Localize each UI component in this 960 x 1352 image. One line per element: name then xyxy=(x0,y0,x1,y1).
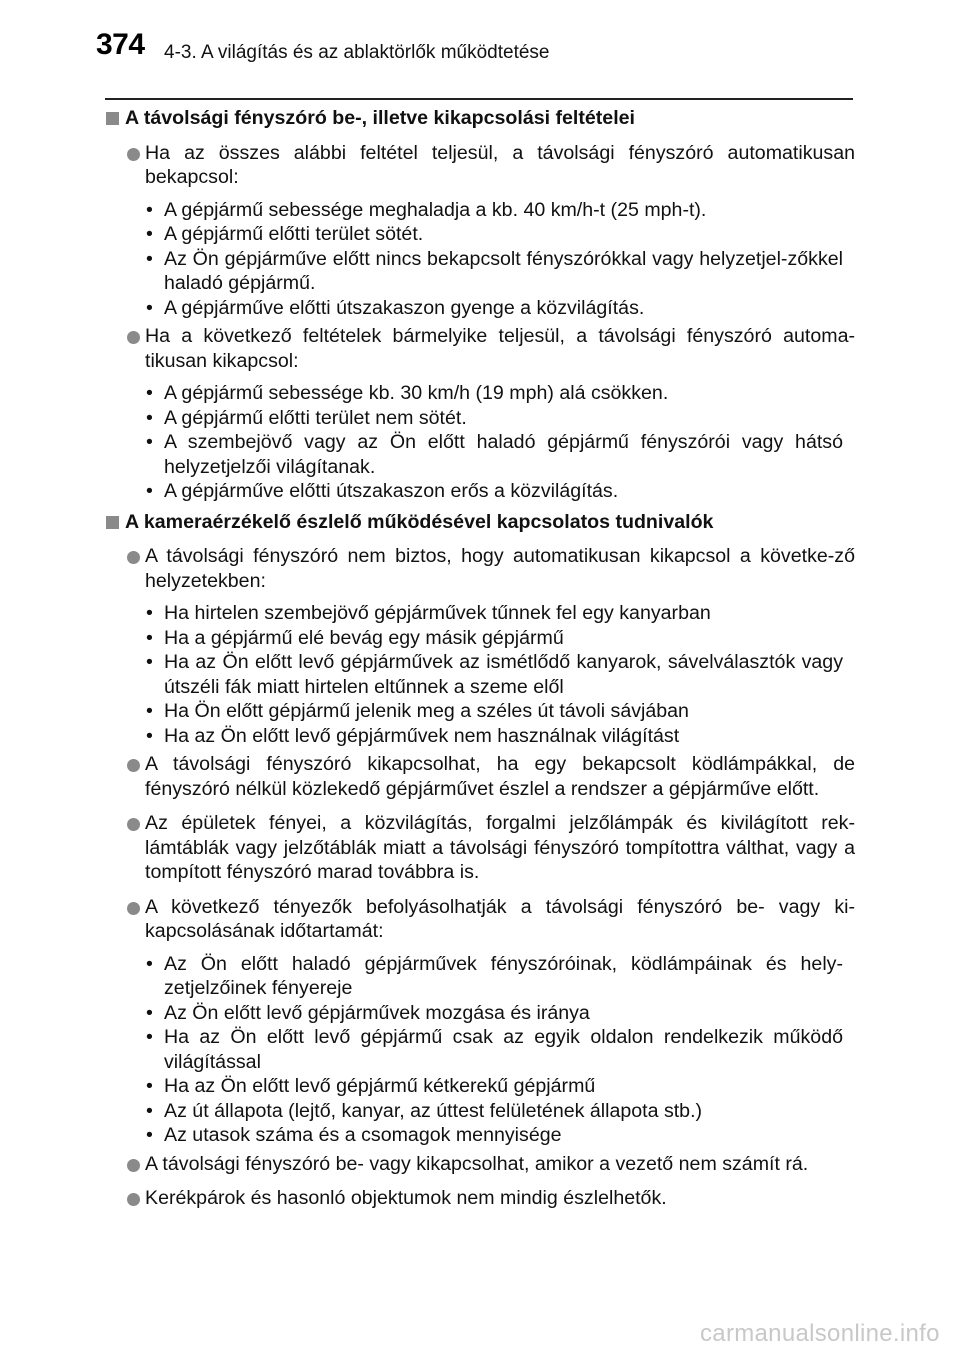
paragraph xyxy=(105,811,855,885)
page-header xyxy=(0,0,960,80)
paragraph-text: Ha a következő feltételek bármelyike teljesül, a távolsági fényszóró automa-tikusan kikapcsol: xyxy=(145,325,855,372)
circle-bullet-icon xyxy=(127,902,140,915)
circle-bullet-icon xyxy=(127,331,140,344)
section-heading-text: A kameraérzékelő észlelő működésével kapcsolatos tudnivalók xyxy=(125,510,714,533)
paragraph xyxy=(105,544,855,593)
watermark: carmanualsonline.info xyxy=(700,1320,940,1347)
section-heading-text: A távolsági fényszóró be-, illetve kikapcsolási feltételei xyxy=(125,107,635,129)
paragraph xyxy=(105,324,855,373)
list-item: • Ha az Ön előtt levő gépjármű kétkerekű gépjármű xyxy=(105,1074,855,1099)
circle-bullet-icon xyxy=(127,1159,140,1172)
sub-list xyxy=(105,198,855,321)
header-rule xyxy=(105,98,853,100)
list-item: • A gépjármű előtti terület sötét. xyxy=(105,222,855,247)
list-item: • Az Ön gépjárműve előtt nincs bekapcsolt fényszórókkal vagy helyzetjel-zőkkel haladó gépjármű. xyxy=(105,247,855,296)
sub-list xyxy=(105,952,855,1148)
list-item: • Ha a gépjármű elé bevág egy másik gépjármű xyxy=(105,626,855,651)
circle-bullet-icon xyxy=(127,818,140,831)
paragraph-text: A távolsági fényszóró nem biztos, hogy automatikusan kikapcsol a követke-ző helyzetekben: xyxy=(145,545,855,592)
paragraph xyxy=(105,1152,855,1177)
paragraph-text: Kerékpárok és hasonló objektumok nem mindig észlelhetők. xyxy=(145,1187,667,1209)
list-item: • Ha az Ön előtt levő gépjármű csak az egyik oldalon rendelkezik működő világítással xyxy=(105,1025,855,1074)
paragraph xyxy=(105,1186,855,1211)
list-item: • Ha hirtelen szembejövő gépjárművek tűnnek fel egy kanyarban xyxy=(105,601,855,626)
section-heading xyxy=(105,510,855,535)
paragraph xyxy=(105,141,855,190)
paragraph-text: A következő tényezők befolyásolhatják a távolsági fényszóró be- vagy ki-kapcsolásának időtartamát: xyxy=(145,895,855,942)
list-item: • A gépjármű előtti terület nem sötét. xyxy=(105,406,855,431)
paragraph-text: A távolsági fényszóró be- vagy kikapcsolhat, amikor a vezető nem számít rá. xyxy=(145,1152,809,1175)
sub-list xyxy=(105,381,855,504)
circle-bullet-icon xyxy=(127,759,140,772)
chapter-title: 4-3. A világítás és az ablaktörlők működtetése xyxy=(164,42,550,63)
paragraph-text: Ha az összes alábbi feltétel teljesül, a távolsági fényszóró automatikusan bekapcsol: xyxy=(145,141,855,188)
section-heading xyxy=(105,106,855,131)
paragraph-text: Az épületek fényei, a közvilágítás, forgalmi jelzőlámpák és kivilágított rek-lámtáblák vagy jelzőtáblák miatt a távolsági fényszóró tompítottra válthat, vagy a tompított fényszóró marad továbbra is. xyxy=(145,812,855,883)
list-item: • A gépjármű sebessége meghaladja a kb. 40 km/h-t (25 mph-t). xyxy=(105,198,855,223)
square-bullet-icon xyxy=(106,112,119,125)
paragraph-text: A távolsági fényszóró kikapcsolhat, ha egy bekapcsolt ködlámpákkal, de fényszóró nélkül közlekedő gépjárművet észlel a rendszer a gépjárműve előtt. xyxy=(145,753,855,800)
list-item: • Ha az Ön előtt levő gépjárművek nem használnak világítást xyxy=(105,724,855,749)
paragraph xyxy=(105,895,855,944)
list-item: • Ha Ön előtt gépjármű jelenik meg a széles út távoli sávjában xyxy=(105,699,855,724)
list-item: • Az utasok száma és a csomagok mennyisége xyxy=(105,1123,855,1148)
square-bullet-icon xyxy=(106,516,119,529)
sub-list xyxy=(105,601,855,748)
circle-bullet-icon xyxy=(127,1193,140,1206)
list-item: • Az út állapota (lejtő, kanyar, az úttest felületének állapota stb.) xyxy=(105,1099,855,1124)
list-item: • A gépjárműve előtti útszakaszon erős a közvilágítás. xyxy=(105,479,855,504)
circle-bullet-icon xyxy=(127,551,140,564)
list-item: • A gépjárműve előtti útszakaszon gyenge a közvilágítás. xyxy=(105,296,855,321)
list-item: • A szembejövő vagy az Ön előtt haladó gépjármű fényszórói vagy hátsó helyzetjelzői világítanak. xyxy=(105,430,855,479)
page-content xyxy=(105,106,855,1211)
circle-bullet-icon xyxy=(127,148,140,161)
paragraph xyxy=(105,752,855,801)
page-number: 374 xyxy=(96,28,145,61)
list-item: • Ha az Ön előtt levő gépjárművek az ismétlődő kanyarok, sávelválasztók vagy útszéli fák miatt hirtelen eltűnnek a szeme elől xyxy=(105,650,855,699)
list-item: • A gépjármű sebessége kb. 30 km/h (19 mph) alá csökken. xyxy=(105,381,855,406)
list-item: • Az Ön előtt haladó gépjárművek fényszóróinak, ködlámpáinak és hely-zetjelzőinek fényereje xyxy=(105,952,855,1001)
list-item: • Az Ön előtt levő gépjárművek mozgása és iránya xyxy=(105,1001,855,1026)
